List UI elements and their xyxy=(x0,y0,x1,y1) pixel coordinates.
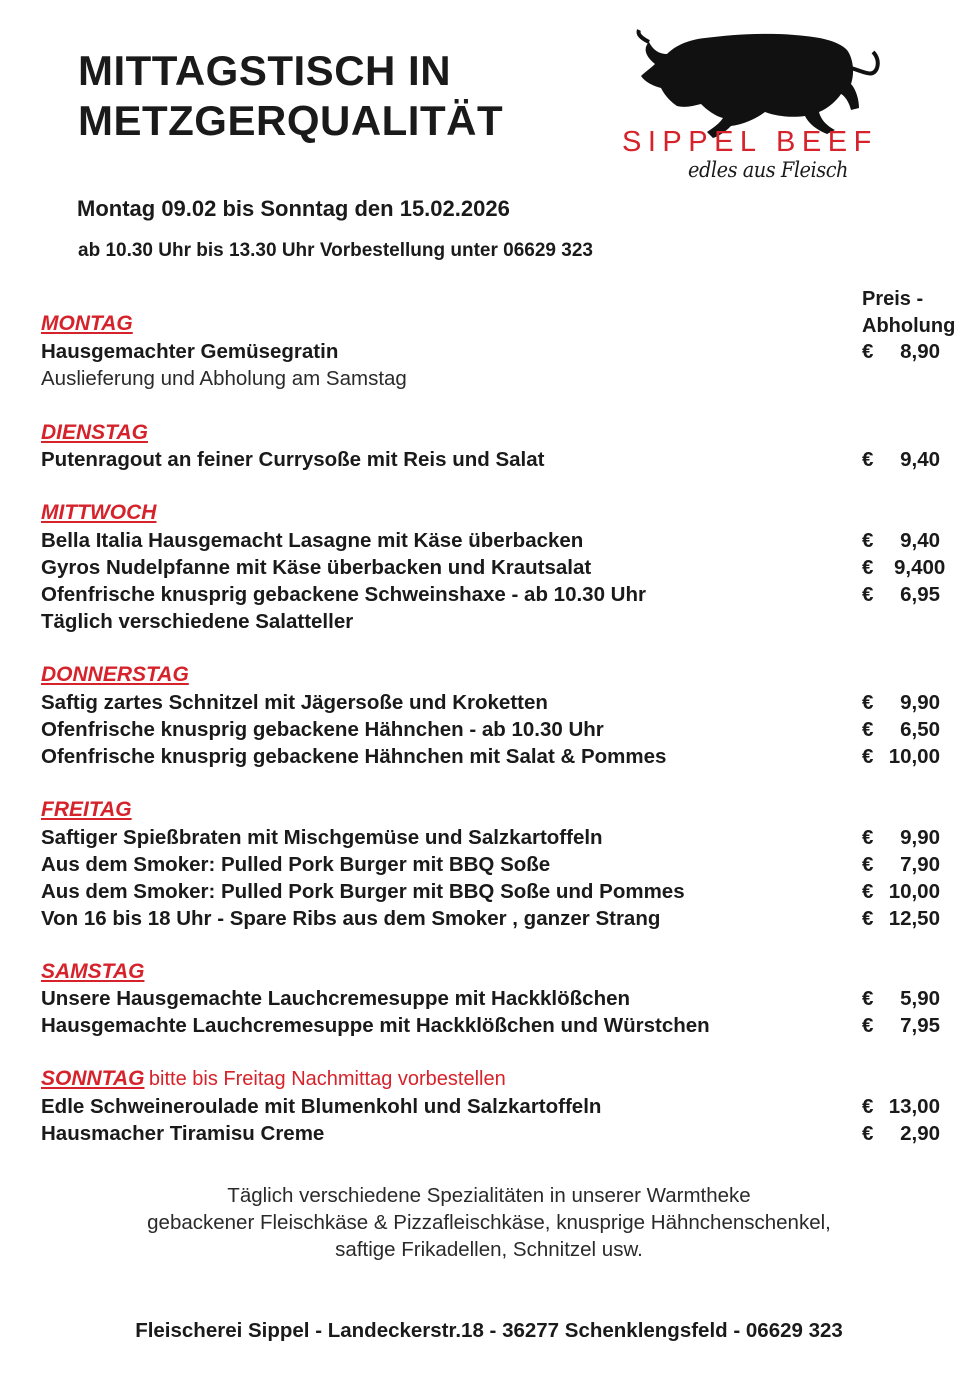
item-price xyxy=(862,1014,962,1038)
price-amount: 10,00 xyxy=(888,745,940,768)
menu-item: Aus dem Smoker: Pulled Pork Burger mit BBQ Soße und Pommes xyxy=(41,880,685,903)
price-currency: € xyxy=(862,718,874,741)
price-currency: € xyxy=(862,556,874,579)
day-heading-samstag: SAMSTAG xyxy=(41,960,145,983)
item-price xyxy=(862,745,962,769)
item-price xyxy=(862,583,962,607)
day-heading-sonntag: SONNTAG xyxy=(41,1067,145,1090)
footer-specialties xyxy=(0,1182,978,1263)
price-currency: € xyxy=(862,340,874,363)
menu-item: Bella Italia Hausgemacht Lasagne mit Käse überbacken xyxy=(41,529,584,552)
menu-item: Saftiger Spießbraten mit Mischgemüse und Salzkartoffeln xyxy=(41,826,603,849)
menu-item: Putenragout an feiner Currysoße mit Reis und Salat xyxy=(41,448,545,471)
title-line-2: METZGERQUALITÄT xyxy=(78,97,504,144)
price-currency: € xyxy=(862,907,874,930)
footer-address: Fleischerei Sippel - Landeckerstr.18 - 36277 Schenklengsfeld - 06629 323 xyxy=(135,1319,843,1342)
item-price xyxy=(862,556,962,580)
item-price xyxy=(862,1122,962,1146)
price-currency: € xyxy=(862,1122,874,1145)
footer-line: Täglich verschiedene Spezialitäten in unserer Warmtheke xyxy=(227,1184,751,1207)
footer-line: saftige Frikadellen, Schnitzel usw. xyxy=(335,1238,643,1261)
day-heading-freitag: FREITAG xyxy=(41,798,132,821)
footer-line: gebackener Fleischkäse & Pizzafleischkäse, knusprige Hähnchenschenkel, xyxy=(147,1211,831,1234)
menu-item: Hausgemachter Gemüsegratin xyxy=(41,340,339,363)
price-amount: 9,400 xyxy=(894,556,946,579)
price-head-line-1: Preis - xyxy=(862,288,924,310)
price-currency: € xyxy=(862,529,874,552)
menu-item: Edle Schweineroulade mit Blumenkohl und Salzkartoffeln xyxy=(41,1095,602,1118)
item-price xyxy=(862,448,962,472)
title-line-1: MITTAGSTISCH IN xyxy=(78,47,452,94)
item-price xyxy=(862,529,962,553)
item-price xyxy=(862,1095,962,1119)
menu-item: Hausmacher Tiramisu Creme xyxy=(41,1122,325,1145)
price-currency: € xyxy=(862,1014,874,1037)
menu-item: Gyros Nudelpfanne mit Käse überbacken und Krautsalat xyxy=(41,556,592,579)
price-amount: 6,95 xyxy=(900,583,940,606)
price-amount: 6,50 xyxy=(900,718,940,741)
week-range: Montag 09.02 bis Sonntag den 15.02.2026 xyxy=(77,196,510,221)
day-heading-montag: MONTAG xyxy=(41,312,133,335)
menu-item: Ofenfrische knusprig gebackene Schweinshaxe - ab 10.30 Uhr xyxy=(41,583,646,606)
price-amount: 7,90 xyxy=(900,853,940,876)
menu-item: Aus dem Smoker: Pulled Pork Burger mit BBQ Soße xyxy=(41,853,551,876)
price-amount: 13,00 xyxy=(888,1095,940,1118)
price-currency: € xyxy=(862,691,874,714)
price-amount: 9,90 xyxy=(900,691,940,714)
item-price xyxy=(862,880,962,904)
price-amount: 7,95 xyxy=(900,1014,940,1037)
item-price xyxy=(862,853,962,877)
price-amount: 9,40 xyxy=(900,448,940,471)
price-currency: € xyxy=(862,853,874,876)
brand-tagline: edles aus Fleisch xyxy=(688,158,849,182)
menu-item-note: Auslieferung und Abholung am Samstag xyxy=(41,367,407,390)
brand-name: SIPPEL BEEF xyxy=(622,126,878,158)
item-price xyxy=(862,987,962,1011)
price-amount: 10,00 xyxy=(888,880,940,903)
item-price xyxy=(862,718,962,742)
day-heading-sonntag-row xyxy=(41,1067,506,1091)
page-title xyxy=(78,46,503,146)
day-heading-mittwoch: MITTWOCH xyxy=(41,501,157,524)
price-amount: 2,90 xyxy=(900,1122,940,1145)
item-price xyxy=(862,691,962,715)
price-amount: 8,90 xyxy=(900,340,940,363)
price-currency: € xyxy=(862,1095,874,1118)
item-price xyxy=(862,340,962,364)
menu-item: Unsere Hausgemachte Lauchcremesuppe mit Hackklößchen xyxy=(41,987,631,1010)
opening-hours: ab 10.30 Uhr bis 13.30 Uhr Vorbestellung unter 06629 323 xyxy=(78,240,593,261)
menu-item: Täglich verschiedene Salatteller xyxy=(41,610,354,633)
menu-item: Ofenfrische knusprig gebackene Hähnchen - ab 10.30 Uhr xyxy=(41,718,604,741)
price-head-line-2: Abholung xyxy=(862,315,956,337)
price-column-header xyxy=(862,286,955,340)
menu-item: Hausgemachte Lauchcremesuppe mit Hackklößchen und Würstchen xyxy=(41,1014,710,1037)
price-currency: € xyxy=(862,448,874,471)
price-currency: € xyxy=(862,583,874,606)
price-amount: 9,90 xyxy=(900,826,940,849)
price-amount: 9,40 xyxy=(900,529,940,552)
price-currency: € xyxy=(862,826,874,849)
item-price xyxy=(862,826,962,850)
day-note: bitte bis Freitag Nachmittag vorbestellen xyxy=(148,1068,506,1090)
menu-item: Von 16 bis 18 Uhr - Spare Ribs aus dem Smoker , ganzer Strang xyxy=(41,907,661,930)
price-amount: 5,90 xyxy=(900,987,940,1010)
price-currency: € xyxy=(862,880,874,903)
day-heading-dienstag: DIENSTAG xyxy=(41,421,148,444)
menu-item: Saftig zartes Schnitzel mit Jägersoße und Kroketten xyxy=(41,691,548,714)
menu-item: Ofenfrische knusprig gebackene Hähnchen mit Salat & Pommes xyxy=(41,745,667,768)
price-currency: € xyxy=(862,987,874,1010)
price-currency: € xyxy=(862,745,874,768)
item-price xyxy=(862,907,962,931)
price-amount: 12,50 xyxy=(888,907,940,930)
day-heading-donnerstag: DONNERSTAG xyxy=(41,663,189,686)
